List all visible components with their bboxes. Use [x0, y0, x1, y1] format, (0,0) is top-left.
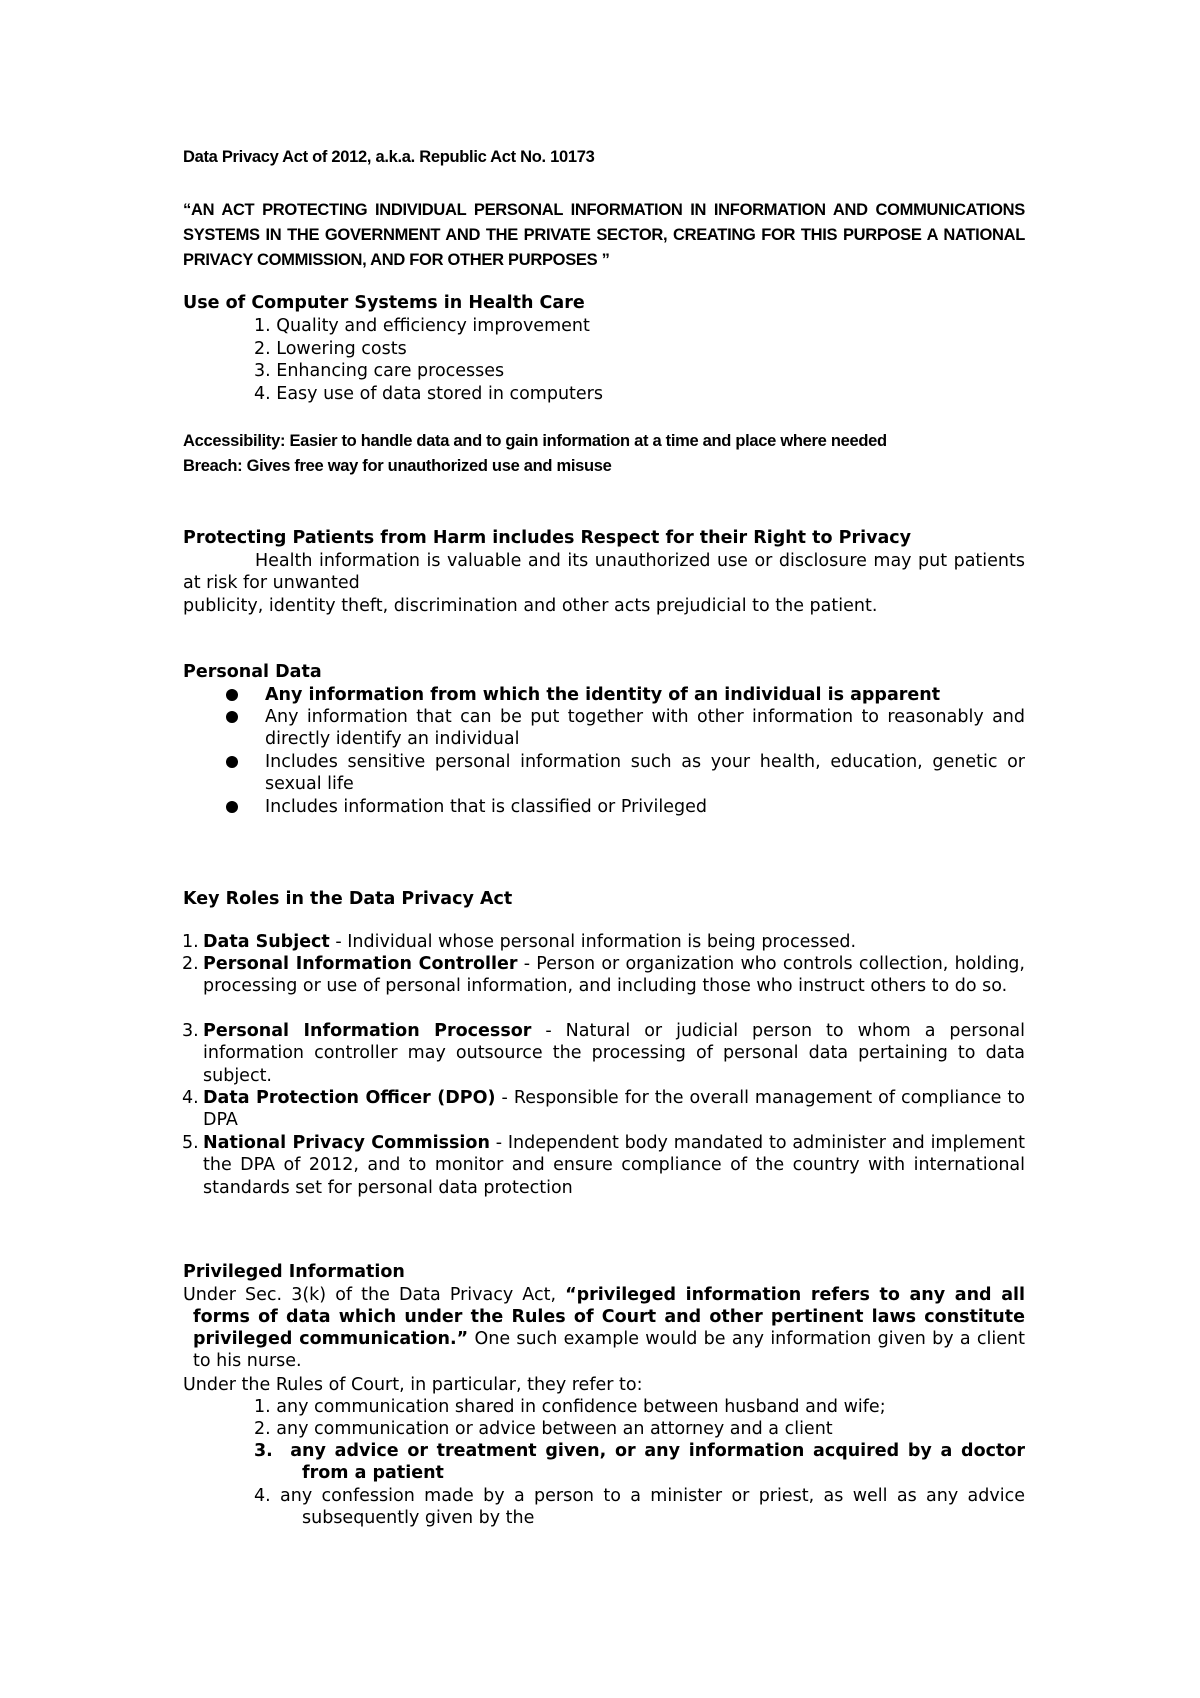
bullet-icon: [226, 689, 238, 701]
health-care-heading: Use of Computer Systems in Health Care: [183, 293, 585, 313]
protecting-paragraph-2: publicity, identity theft, discrimination and other acts prejudicial to the patient.: [183, 596, 878, 616]
privileged-item: [254, 1396, 1025, 1418]
privileged-paragraph: [183, 1284, 1025, 1372]
rules-intro: Under the Rules of Court, in particular, they refer to:: [183, 1375, 643, 1395]
role-term: National Privacy Commission: [203, 1133, 490, 1153]
role-desc: - Natural or judicial person to whom a personal information controller may outsource the processing of personal data pertaining to data subject.: [203, 1021, 1025, 1086]
privileged-heading: Privileged Information: [183, 1262, 405, 1282]
role-desc: - Responsible for the overall management of compliance to DPA: [203, 1088, 1025, 1131]
list-number: 1.: [182, 932, 199, 952]
list-number: 2.: [182, 954, 199, 974]
list-item: 2. Lowering costs: [254, 338, 407, 359]
bullet-icon: [226, 756, 238, 768]
list-number: 3.: [182, 1021, 199, 1041]
privileged-lead: Under Sec. 3(k) of the Data Privacy Act,: [183, 1285, 566, 1305]
item-text: any communication or advice between an attorney and a client: [276, 1419, 833, 1439]
list-item: [182, 953, 1025, 998]
list-item: 4. Easy use of data stored in computers: [254, 383, 603, 404]
protecting-paragraph: Health information is valuable and its unauthorized use or disclosure may put patients at risk for unwanted: [183, 551, 1025, 593]
list-number: 1.: [254, 1397, 271, 1417]
list-item: 3. Enhancing care processes: [254, 361, 505, 381]
role-term: Data Protection Officer (DPO): [203, 1088, 496, 1108]
item-text: any confession made by a person to a minister or priest, as well as any advice subsequently given by the: [280, 1486, 1025, 1528]
breach-note: Breach: Gives free way for unauthorized use and misuse: [183, 457, 612, 475]
role-desc: - Person or organization who controls collection, holding, processing or use of personal information, and including those who instruct others to do so.: [203, 954, 1025, 997]
personal-data-item: Any information from which the identity of an individual is apparent: [265, 685, 941, 705]
role-desc: - Individual whose personal information is being processed.: [329, 932, 857, 952]
personal-data-item: Includes sensitive personal information such as your health, education, genetic or sexual life: [265, 752, 1025, 794]
list-item: [182, 1020, 1025, 1087]
protecting-heading: Protecting Patients from Harm includes Respect for their Right to Privacy: [183, 528, 912, 548]
list-number: 2.: [254, 1419, 271, 1439]
personal-data-heading: Personal Data: [183, 662, 322, 682]
list-number: 3.: [254, 1441, 273, 1461]
personal-data-item: Any information that can be put together with other information to reasonably and directly identify an individual: [265, 707, 1025, 749]
role-term: Personal Information Controller: [203, 954, 518, 974]
list-item: [182, 1132, 1025, 1199]
item-text: any advice or treatment given, or any information acquired by a doctor from a patient: [290, 1441, 1026, 1483]
item-text: any communication shared in confidence between husband and wife;: [276, 1397, 886, 1417]
accessibility-note: Accessibility: Easier to handle data and to gain information at a time and place where needed: [183, 432, 887, 450]
personal-data-item: Includes information that is classified or Privileged: [265, 797, 707, 817]
privileged-item: [254, 1418, 1025, 1440]
privileged-tail: One such example would be any information given by a client to his nurse.: [193, 1329, 1025, 1371]
key-roles-heading: Key Roles in the Data Privacy Act: [183, 889, 513, 909]
role-desc: - Independent body mandated to administer and implement the DPA of 2012, and to monitor and ensure compliance of the country with international standards set for personal data protection: [203, 1133, 1025, 1198]
list-item: 1. Quality and efficiency improvement: [254, 316, 590, 336]
list-number: 4.: [182, 1088, 199, 1108]
health-care-list: [254, 316, 603, 406]
privileged-definition: “privileged information refers to any and all forms of data which under the Rules of Court and other pertinent laws constitute privileged communication.”: [193, 1285, 1025, 1349]
act-title: “AN ACT PROTECTING INDIVIDUAL PERSONAL INFORMATION IN INFORMATION AND COMMUNICATIONS SYSTEMS IN THE GOVERNMENT AND THE PRIVATE SECTOR, CREATING FOR THIS PURPOSE A NATIONAL PRIVACY COMMISSION, AND FOR OTHER PURPOSES ”: [183, 201, 1025, 269]
document-title: Data Privacy Act of 2012, a.k.a. Republic Act No. 10173: [183, 148, 595, 166]
privileged-item: [254, 1485, 1025, 1529]
list-item: [182, 1087, 1025, 1132]
bullet-icon: [226, 801, 238, 813]
list-item: [182, 931, 1025, 953]
bullet-icon: [226, 711, 238, 723]
privileged-item: [254, 1440, 1025, 1484]
list-number: 4.: [254, 1486, 271, 1506]
role-term: Personal Information Processor: [203, 1021, 532, 1041]
list-number: 5.: [182, 1133, 199, 1153]
role-term: Data Subject: [203, 932, 330, 952]
